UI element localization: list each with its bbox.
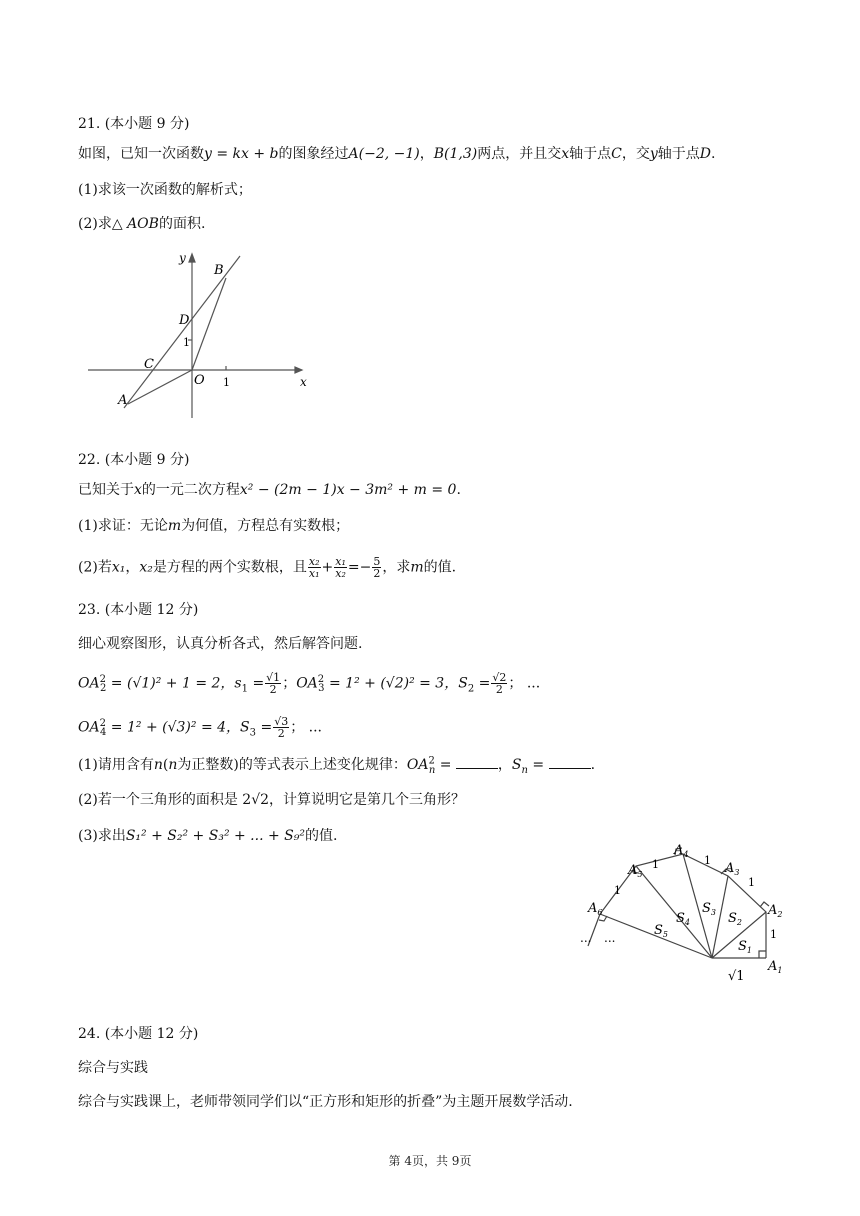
side-oa5: [636, 866, 712, 958]
q21-part2: (2)求△ AOB的面积.: [78, 216, 206, 232]
q23-formula-line2: $OA^2_4 = 1^2 + (√3)^2 = 4$，$S_3$ = $\frac{√3}{2}$ ； ...: [78, 715, 323, 740]
q23-figure: [578, 842, 798, 992]
q21-part1: (1)求该一次函数的解析式；: [78, 182, 252, 198]
label-dots: ...: [604, 931, 616, 945]
label-one-a4a5: 1: [652, 858, 659, 871]
label-a2: $A_2$: [768, 903, 783, 919]
label-x: x: [300, 375, 307, 389]
q23-part2: (2)若一个三角形的面积是 2√2，计算说明它是第几个三角形？: [78, 792, 466, 808]
right-angle-a1: [759, 951, 766, 958]
label-x-one: 1: [223, 376, 230, 389]
q21-statement: 如图，已知一次函数y = kx + b的图象经过A(−2, −1)，B(1,3)两点，并且交x轴于点C，交y轴于点D.: [78, 146, 716, 162]
answer-blank-oa[interactable]: [456, 754, 498, 769]
q23-heading: 23. (本小题 12 分): [78, 602, 199, 618]
label-s2: $S_2$: [728, 911, 742, 927]
label-s1: $S_1$: [738, 939, 752, 955]
q24-subtitle: 综合与实践: [78, 1060, 148, 1076]
q23-intro: 细心观察图形，认真分析各式，然后解答问题.: [78, 636, 363, 652]
answer-blank-sn[interactable]: [549, 754, 591, 769]
label-b: B: [214, 263, 224, 278]
x-axis-arrow: [295, 367, 302, 373]
q21-heading: 21. (本小题 9 分): [78, 116, 190, 132]
label-a6: $A_6$: [588, 901, 603, 917]
segment-ao: [128, 370, 192, 404]
label-s3: $S_3$: [702, 901, 716, 917]
q24-heading: 24. (本小题 12 分): [78, 1026, 199, 1042]
q22-part2: (2)若x₁，x₂是方程的两个实数根，且 $\frac{\text{x₂}}{\text{x₁}}$ + $\frac{\text{x₁}}{\text{x₂}}$ =− $\frac{5}{2}$ ，求m的值.: [78, 555, 457, 580]
label-sqrt1: √1: [728, 969, 745, 984]
label-o: O: [194, 373, 205, 388]
label-a: A: [118, 393, 128, 408]
y-axis-arrow: [189, 254, 195, 262]
q23-formula-line1: $OA^2_2 = (√1)^2 + 1 = 2$，$s_1$ = $\frac{√1}{2}$ ；$OA^2_3 = 1^2 + (√2)^2 = 3$，$S_2$ = $\frac{√2}{2}$ ； ...: [78, 671, 541, 696]
label-a4: $A_4$: [674, 843, 689, 859]
label-y-one: 1: [183, 336, 190, 349]
label-one-a2a3: 1: [748, 876, 755, 889]
q22-statement: 已知关于x的一元二次方程x² − (2m − 1)x − 3m² + m = 0.: [78, 482, 461, 498]
q23-part3: (3)求出S₁² + S₂² + S₃² + ... + S₉²的值.: [78, 828, 338, 844]
label-s5: $S_5$: [654, 923, 668, 939]
q22-part1: (1)求证：无论m为何值，方程总有实数根；: [78, 518, 350, 534]
q22-heading: 22. (本小题 9 分): [78, 452, 190, 468]
label-y: y: [179, 251, 186, 265]
label-c: C: [144, 357, 154, 372]
q21-figure: [84, 248, 324, 428]
q23-part1: (1)请用含有n(n为正整数)的等式表示上述变化规律：$OA^2_n$ = ，$S_n$ = .: [78, 755, 596, 776]
label-a5: $A_5$: [628, 863, 643, 879]
label-one-a5a6: 1: [614, 884, 621, 897]
label-dots-left: ...: [580, 931, 592, 945]
segment-ob: [192, 278, 226, 370]
label-d: D: [179, 313, 190, 328]
label-one-a3a4: 1: [704, 854, 711, 867]
q24-statement: 综合与实践课上，老师带领同学们以“正方形和矩形的折叠”为主题开展数学活动.: [78, 1094, 573, 1110]
label-a1: $A_1$: [768, 959, 783, 975]
page-footer: 第 4页，共 9页: [388, 1154, 472, 1168]
label-a3: $A_3$: [725, 861, 740, 877]
label-one-a1a2: 1: [770, 928, 777, 941]
label-s4: $S_4$: [676, 911, 690, 927]
